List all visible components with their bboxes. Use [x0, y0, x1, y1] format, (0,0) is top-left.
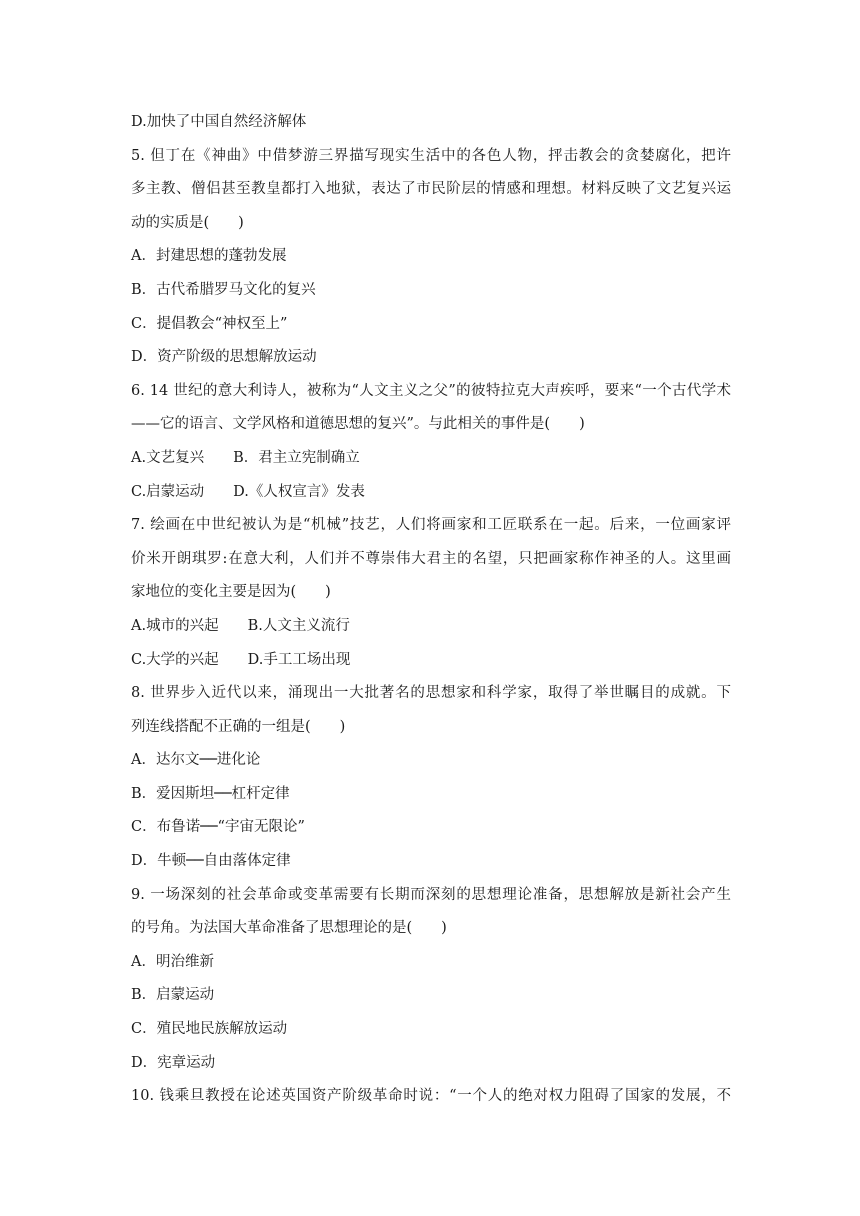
document-page [131, 106, 731, 1114]
question-9-option-b: B．启蒙运动 [131, 987, 215, 1004]
question-8-stem: 列连线搭配不正确的一组是( ) [131, 718, 346, 735]
question-7-options-ab: A.城市的兴起 B.人文主义流行 [131, 617, 350, 634]
question-9-option-d: D．宪章运动 [131, 1054, 216, 1071]
question-6-options-ab: A.文艺复兴 B．君主立宪制确立 [131, 449, 360, 466]
question-5-option-a: A．封建思想的蓬勃发展 [131, 248, 287, 265]
question-7-stem: 价米开朗琪罗:在意大利，人们并不尊崇伟大君主的名望，只把画家称作神圣的人。这里画 [131, 550, 731, 567]
question-6-stem: ——它的语言、文学风格和道德思想的复兴”。与此相关的事件是( ) [131, 416, 585, 433]
question-5-stem: 动的实质是( ) [131, 214, 244, 231]
question-5-option-c: C．提倡教会“神权至上” [131, 315, 288, 332]
question-5-stem: 多主教、僧侣甚至教皇都打入地狱，表达了市民阶层的情感和理想。材料反映了文艺复兴运 [131, 181, 731, 198]
question-7-stem: 7. 绘画在中世纪被认为是“机械”技艺，人们将画家和工匠联系在一起。后来，一位画家评 [131, 517, 731, 534]
question-5-option-d: D．资产阶级的思想解放运动 [131, 349, 317, 366]
question-9-stem: 的号角。为法国大革命准备了思想理论的是( ) [131, 920, 447, 937]
question-7-stem: 家地位的变化主要是因为( ) [131, 584, 331, 601]
question-8-stem: 8. 世界步入近代以来，涌现出一大批著名的思想家和科学家，取得了举世瞩目的成就。下 [131, 685, 731, 702]
text-line: D.加快了中国自然经济解体 [131, 114, 307, 130]
question-7-options-cd: C.大学的兴起 D.手工工场出现 [131, 651, 351, 668]
question-10-stem: 10. 钱乘旦教授在论述英国资产阶级革命时说：“一个人的绝对权力阻碍了国家的发展，不 [131, 1088, 731, 1105]
question-8-option-c: C．布鲁诺──“宇宙无限论” [131, 819, 305, 836]
question-9-option-c: C．殖民地民族解放运动 [131, 1021, 288, 1038]
question-6-stem: 6. 14 世纪的意大利诗人，被称为“人文主义之父”的彼特拉克大声疾呼，要来“一个古代学术 [131, 382, 731, 399]
question-8-option-a: A．达尔文──进化论 [131, 752, 261, 769]
question-5-option-b: B．古代希腊罗马文化的复兴 [131, 281, 316, 298]
question-5-stem: 5. 但丁在《神曲》中借梦游三界描写现实生活中的各色人物，抨击教会的贪婪腐化，把许 [131, 147, 731, 164]
question-8-option-d: D．牛顿──自由落体定律 [131, 853, 291, 870]
question-9-option-a: A．明治维新 [131, 953, 214, 970]
question-9-stem: 9. 一场深刻的社会革命或变革需要有长期而深刻的思想理论准备，思想解放是新社会产生 [131, 886, 731, 903]
question-6-options-cd: C.启蒙运动 D.《人权宣言》发表 [131, 483, 365, 500]
question-8-option-b: B．爱因斯坦──杠杆定律 [131, 785, 290, 802]
